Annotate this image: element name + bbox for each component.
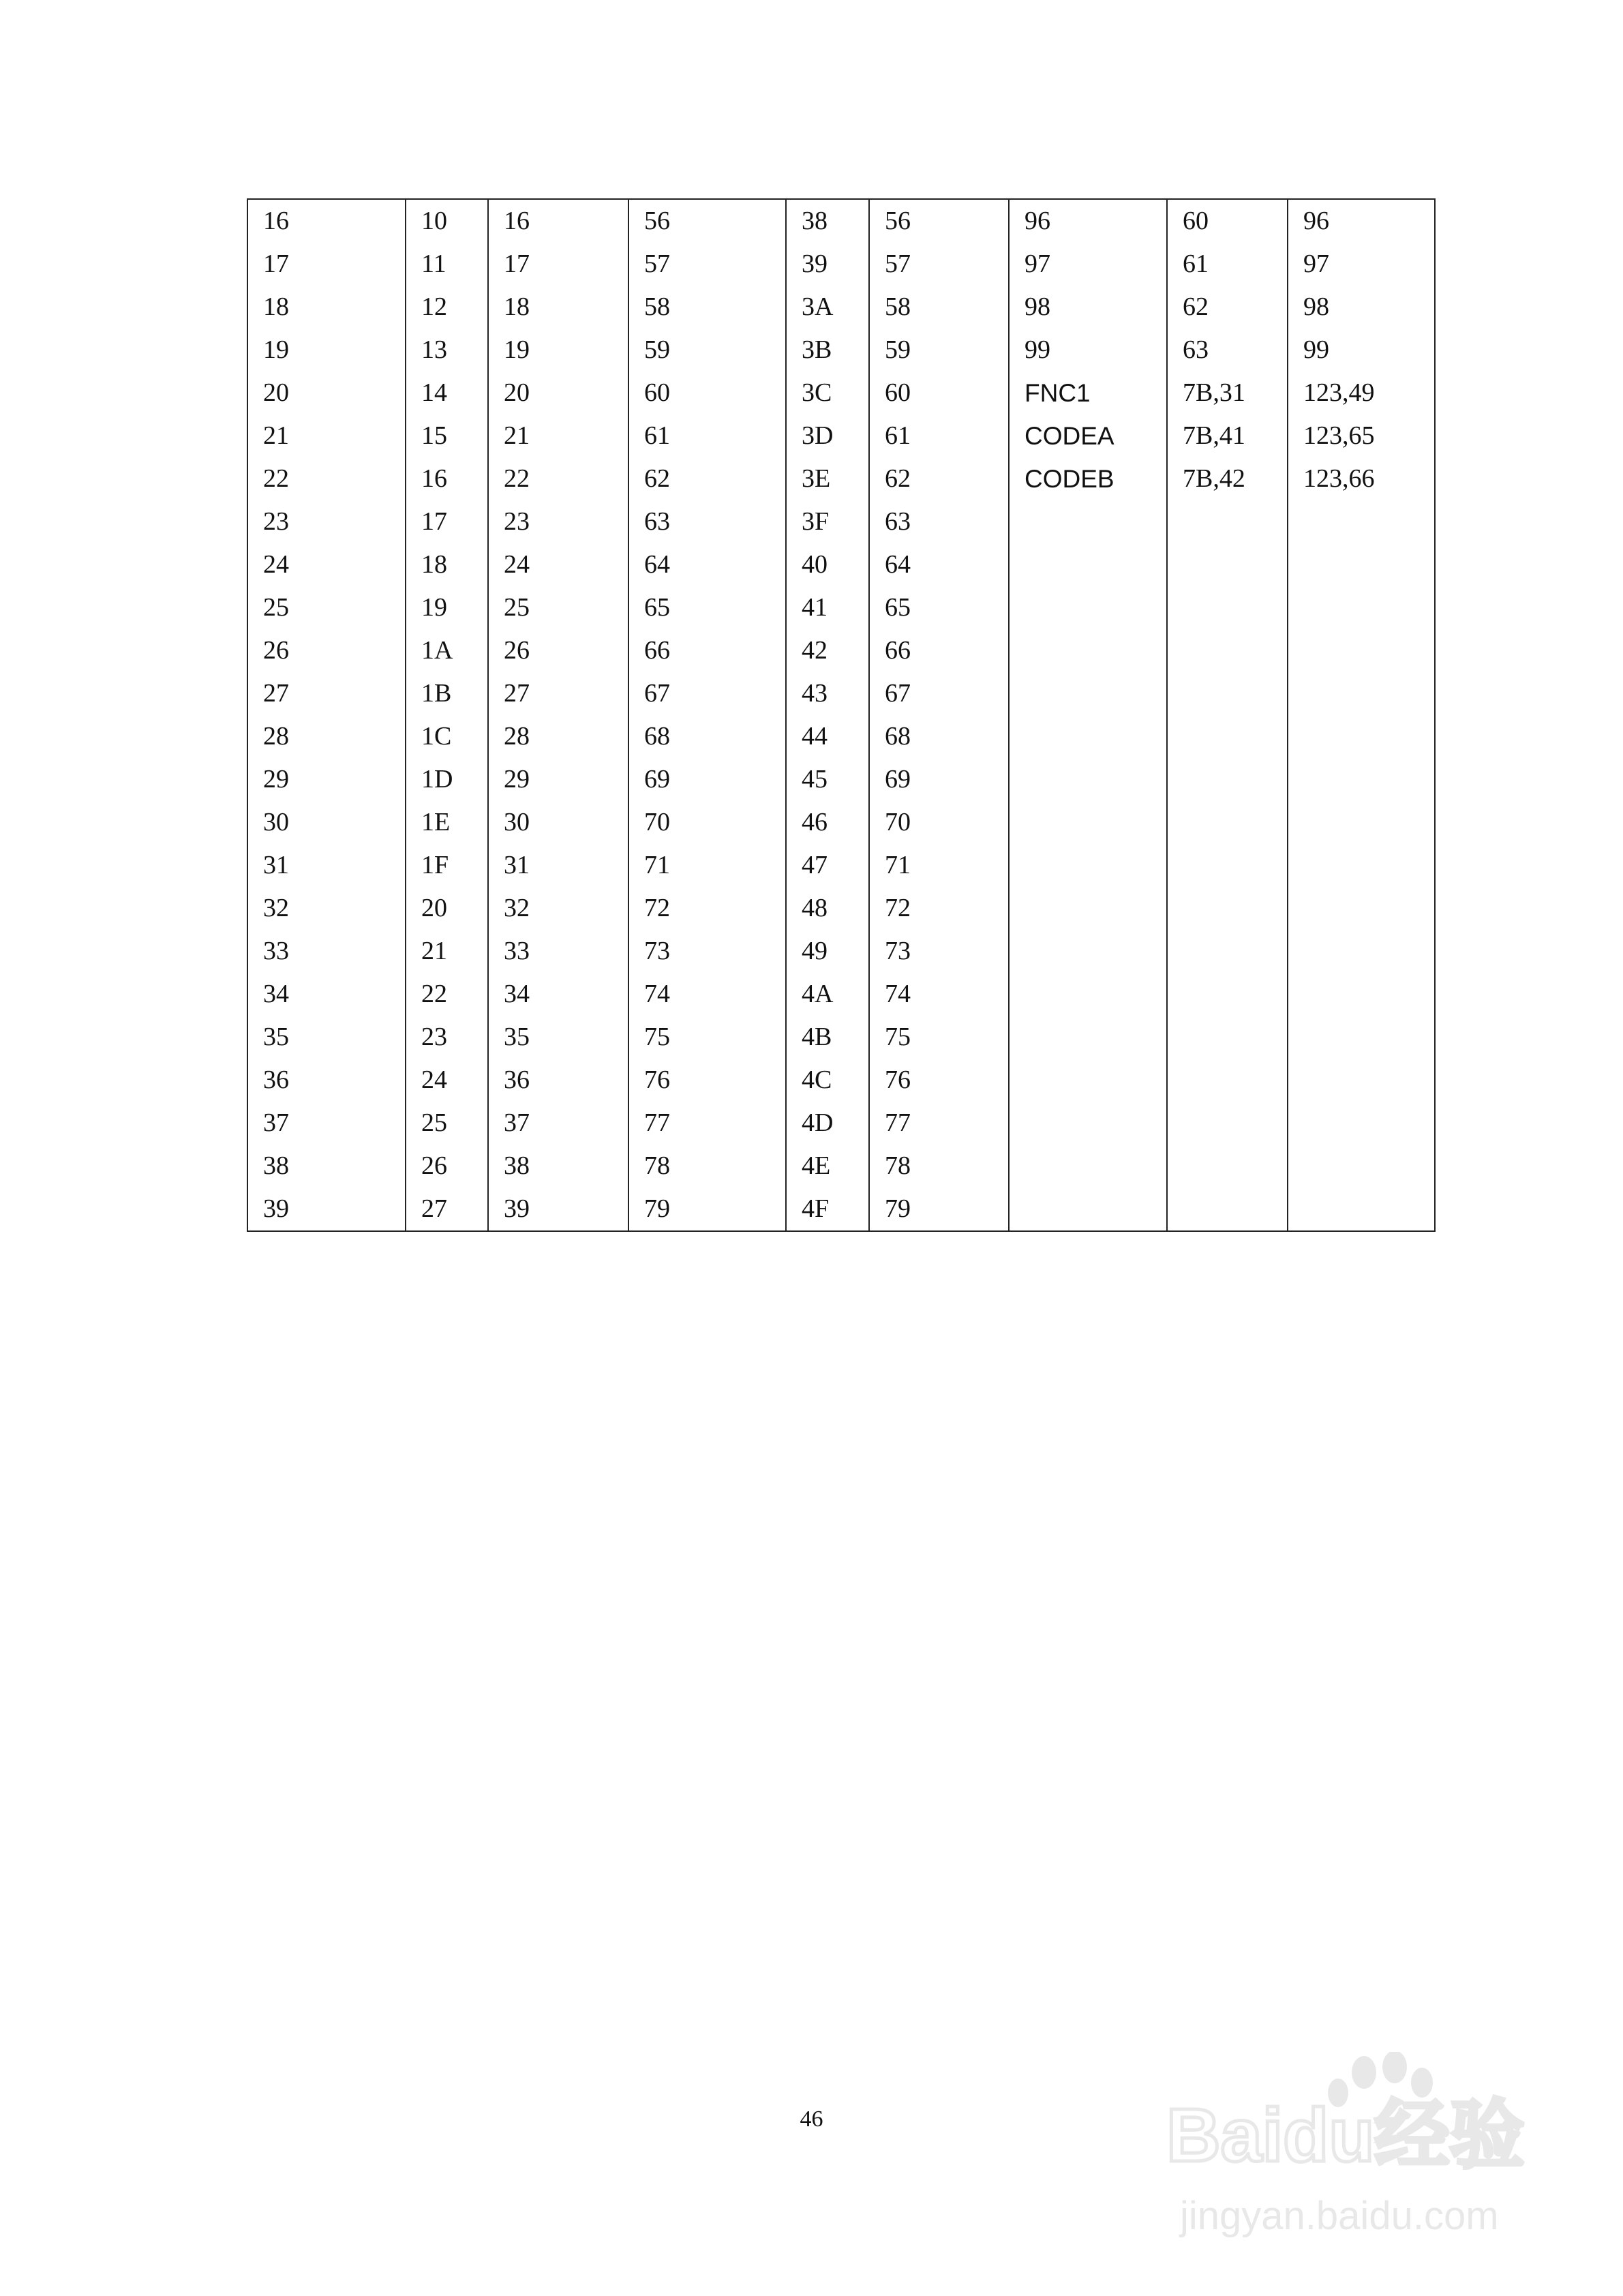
table-row: [247, 1016, 1435, 1059]
table-body: [247, 199, 1435, 1231]
table-cell: 70: [628, 801, 786, 844]
table-cell: 23: [406, 1016, 488, 1059]
table-cell: 44: [786, 715, 869, 758]
table-cell: 78: [628, 1145, 786, 1188]
table-cell: 39: [247, 1188, 406, 1231]
table-cell: 75: [869, 1016, 1009, 1059]
table-cell: 28: [488, 715, 628, 758]
table-cell: 42: [786, 629, 869, 672]
table-cell: 63: [628, 500, 786, 543]
table-cell: [1288, 1188, 1435, 1231]
table-cell: [1288, 1145, 1435, 1188]
table-cell: [1288, 500, 1435, 543]
table-cell: 21: [406, 930, 488, 973]
table-cell: [1167, 930, 1288, 973]
table-cell: 3A: [786, 286, 869, 329]
table-cell: 26: [488, 629, 628, 672]
table-cell: 57: [628, 243, 786, 286]
table-cell: 19: [406, 586, 488, 629]
table-cell: 28: [247, 715, 406, 758]
table-cell: [1009, 758, 1167, 801]
table-cell: 66: [869, 629, 1009, 672]
table-cell: 73: [628, 930, 786, 973]
table-cell: [1288, 801, 1435, 844]
table-cell: [1009, 1059, 1167, 1102]
table-cell: 10: [406, 199, 488, 243]
table-cell: [1288, 758, 1435, 801]
table-cell: 12: [406, 286, 488, 329]
table-cell: 57: [869, 243, 1009, 286]
table-cell: 61: [869, 414, 1009, 457]
table-cell: 24: [488, 543, 628, 586]
table-cell: 71: [628, 844, 786, 887]
table-cell: 22: [247, 457, 406, 500]
table-cell: 20: [247, 372, 406, 414]
table-cell: 74: [869, 973, 1009, 1016]
table-cell: 60: [869, 372, 1009, 414]
table-cell: 62: [1167, 286, 1288, 329]
table-cell: 64: [869, 543, 1009, 586]
table-cell: 14: [406, 372, 488, 414]
table-row: [247, 1059, 1435, 1102]
table-cell: 21: [247, 414, 406, 457]
table-cell: 36: [247, 1059, 406, 1102]
table-cell: 76: [869, 1059, 1009, 1102]
table-cell: 77: [869, 1102, 1009, 1145]
table-row: [247, 586, 1435, 629]
table-cell: CODEA: [1009, 414, 1167, 457]
table-cell: [1288, 930, 1435, 973]
table-cell: 75: [628, 1016, 786, 1059]
table-cell: 23: [488, 500, 628, 543]
table-cell: 19: [488, 329, 628, 372]
table-cell: [1167, 500, 1288, 543]
table-cell: [1009, 844, 1167, 887]
table-cell: 123,65: [1288, 414, 1435, 457]
table-cell: 66: [628, 629, 786, 672]
table-cell: [1009, 930, 1167, 973]
table-cell: 20: [406, 887, 488, 930]
table-cell: [1167, 1059, 1288, 1102]
table-cell: 29: [488, 758, 628, 801]
table-cell: 63: [1167, 329, 1288, 372]
table-cell: 16: [406, 457, 488, 500]
page-number: 46: [800, 2106, 823, 2132]
table-cell: 13: [406, 329, 488, 372]
table-cell: 34: [247, 973, 406, 1016]
table-cell: 1B: [406, 672, 488, 715]
table-cell: 29: [247, 758, 406, 801]
table-cell: 79: [628, 1188, 786, 1231]
table-cell: 97: [1009, 243, 1167, 286]
table-cell: 32: [488, 887, 628, 930]
table-cell: [1009, 973, 1167, 1016]
baidu-jingyan-watermark: [1159, 2052, 1541, 2256]
table-cell: 25: [406, 1102, 488, 1145]
table-row: [247, 844, 1435, 887]
table-cell: [1288, 887, 1435, 930]
table-cell: 1C: [406, 715, 488, 758]
table-cell: 58: [628, 286, 786, 329]
table-cell: 40: [786, 543, 869, 586]
table-cell: 23: [247, 500, 406, 543]
table-cell: 22: [488, 457, 628, 500]
table-cell: [1167, 672, 1288, 715]
table-cell: [1009, 801, 1167, 844]
table-cell: [1009, 629, 1167, 672]
table-cell: 68: [869, 715, 1009, 758]
table-cell: 70: [869, 801, 1009, 844]
table-cell: 123,49: [1288, 372, 1435, 414]
table-cell: 20: [488, 372, 628, 414]
table-row: [247, 243, 1435, 286]
table-row: [247, 286, 1435, 329]
table-cell: 99: [1009, 329, 1167, 372]
table-cell: 4C: [786, 1059, 869, 1102]
table-cell: 17: [406, 500, 488, 543]
table-row: [247, 543, 1435, 586]
table-cell: 38: [247, 1145, 406, 1188]
table-cell: 76: [628, 1059, 786, 1102]
table-cell: 15: [406, 414, 488, 457]
table-cell: 69: [869, 758, 1009, 801]
table-cell: 4D: [786, 1102, 869, 1145]
table-cell: [1288, 543, 1435, 586]
table-cell: 30: [247, 801, 406, 844]
table-cell: 69: [628, 758, 786, 801]
table-row: [247, 372, 1435, 414]
table-cell: 35: [247, 1016, 406, 1059]
table-row: [247, 801, 1435, 844]
table-cell: [1009, 1102, 1167, 1145]
table-cell: [1288, 715, 1435, 758]
table-cell: 27: [488, 672, 628, 715]
table-cell: 58: [869, 286, 1009, 329]
table-cell: 37: [247, 1102, 406, 1145]
table-cell: 68: [628, 715, 786, 758]
table-cell: [1167, 801, 1288, 844]
table-cell: [1009, 715, 1167, 758]
table-cell: [1288, 672, 1435, 715]
table-cell: 16: [488, 199, 628, 243]
table-cell: 26: [247, 629, 406, 672]
table-cell: 3C: [786, 372, 869, 414]
table-cell: [1288, 629, 1435, 672]
table-cell: [1009, 672, 1167, 715]
table-cell: 26: [406, 1145, 488, 1188]
table-cell: [1288, 1102, 1435, 1145]
table-cell: [1167, 887, 1288, 930]
table-cell: 27: [247, 672, 406, 715]
table-cell: 33: [488, 930, 628, 973]
table-cell: 22: [406, 973, 488, 1016]
table-cell: 67: [869, 672, 1009, 715]
table-cell: 61: [1167, 243, 1288, 286]
table-cell: 36: [488, 1059, 628, 1102]
table-cell: 99: [1288, 329, 1435, 372]
table-row: [247, 329, 1435, 372]
table-cell: 25: [488, 586, 628, 629]
table-row: [247, 1188, 1435, 1231]
table-cell: 65: [628, 586, 786, 629]
table-row: [247, 1145, 1435, 1188]
table-cell: [1167, 1016, 1288, 1059]
table-cell: 11: [406, 243, 488, 286]
table-cell: 49: [786, 930, 869, 973]
watermark-url: jingyan.baidu.com: [1180, 2194, 1499, 2238]
watermark-brand: Baidu经验: [1166, 2094, 1525, 2177]
table-cell: 56: [628, 199, 786, 243]
table-row: [247, 715, 1435, 758]
table-cell: [1167, 543, 1288, 586]
code-conversion-table: [247, 198, 1436, 1232]
table-cell: 18: [488, 286, 628, 329]
table-cell: [1288, 1016, 1435, 1059]
table-cell: 17: [247, 243, 406, 286]
table-cell: FNC1: [1009, 372, 1167, 414]
table-cell: 7B,42: [1167, 457, 1288, 500]
table-cell: 74: [628, 973, 786, 1016]
table-cell: 19: [247, 329, 406, 372]
table-cell: CODEB: [1009, 457, 1167, 500]
table-cell: 59: [628, 329, 786, 372]
table-cell: 56: [869, 199, 1009, 243]
table-cell: 32: [247, 887, 406, 930]
table-cell: 59: [869, 329, 1009, 372]
table-cell: 3F: [786, 500, 869, 543]
table-cell: 98: [1288, 286, 1435, 329]
table-cell: 17: [488, 243, 628, 286]
table-cell: [1167, 844, 1288, 887]
table-cell: 31: [247, 844, 406, 887]
table-cell: 1D: [406, 758, 488, 801]
table-cell: 33: [247, 930, 406, 973]
table-cell: 3E: [786, 457, 869, 500]
table-cell: 25: [247, 586, 406, 629]
table-cell: 4A: [786, 973, 869, 1016]
table-cell: 98: [1009, 286, 1167, 329]
table-cell: [1009, 1145, 1167, 1188]
table-cell: 97: [1288, 243, 1435, 286]
table-cell: [1009, 1016, 1167, 1059]
table-cell: 24: [247, 543, 406, 586]
table-cell: 3B: [786, 329, 869, 372]
table-cell: [1009, 1188, 1167, 1231]
table-row: [247, 672, 1435, 715]
table-cell: 65: [869, 586, 1009, 629]
table-cell: [1288, 973, 1435, 1016]
table-cell: 41: [786, 586, 869, 629]
table-cell: 34: [488, 973, 628, 1016]
table-cell: 21: [488, 414, 628, 457]
table-cell: [1167, 973, 1288, 1016]
table-cell: 78: [869, 1145, 1009, 1188]
table-cell: 71: [869, 844, 1009, 887]
table-cell: [1167, 586, 1288, 629]
table-cell: 27: [406, 1188, 488, 1231]
table-cell: 62: [628, 457, 786, 500]
table-cell: 1F: [406, 844, 488, 887]
table-row: [247, 973, 1435, 1016]
table-cell: 63: [869, 500, 1009, 543]
table-cell: [1288, 586, 1435, 629]
table-row: [247, 457, 1435, 500]
table-cell: [1167, 715, 1288, 758]
table-cell: 48: [786, 887, 869, 930]
table-row: [247, 1102, 1435, 1145]
table-cell: 4F: [786, 1188, 869, 1231]
table-cell: 18: [247, 286, 406, 329]
table-cell: 39: [786, 243, 869, 286]
table-cell: [1167, 1102, 1288, 1145]
table-cell: 30: [488, 801, 628, 844]
table-cell: 7B,31: [1167, 372, 1288, 414]
table-cell: 46: [786, 801, 869, 844]
table-cell: 39: [488, 1188, 628, 1231]
table-cell: 96: [1009, 199, 1167, 243]
table-cell: 4B: [786, 1016, 869, 1059]
table-cell: 72: [628, 887, 786, 930]
table-cell: 35: [488, 1016, 628, 1059]
table-cell: 45: [786, 758, 869, 801]
table-cell: [1167, 1188, 1288, 1231]
table-cell: 79: [869, 1188, 1009, 1231]
table-cell: 72: [869, 887, 1009, 930]
table-row: [247, 414, 1435, 457]
table-cell: 67: [628, 672, 786, 715]
table-cell: 24: [406, 1059, 488, 1102]
table-cell: [1009, 586, 1167, 629]
table-cell: 38: [488, 1145, 628, 1188]
table-cell: 16: [247, 199, 406, 243]
table-cell: 60: [628, 372, 786, 414]
table-cell: [1009, 887, 1167, 930]
table-cell: 43: [786, 672, 869, 715]
table-row: [247, 887, 1435, 930]
table-cell: 3D: [786, 414, 869, 457]
table-cell: 60: [1167, 199, 1288, 243]
table-cell: 1A: [406, 629, 488, 672]
table-cell: 4E: [786, 1145, 869, 1188]
table-cell: 64: [628, 543, 786, 586]
table-cell: 31: [488, 844, 628, 887]
table-row: [247, 199, 1435, 243]
table-cell: 37: [488, 1102, 628, 1145]
table-cell: 62: [869, 457, 1009, 500]
table-cell: [1009, 543, 1167, 586]
table-cell: 123,66: [1288, 457, 1435, 500]
table-cell: 77: [628, 1102, 786, 1145]
table-cell: 38: [786, 199, 869, 243]
table-row: [247, 629, 1435, 672]
table-cell: [1167, 629, 1288, 672]
table-cell: 73: [869, 930, 1009, 973]
table-cell: 1E: [406, 801, 488, 844]
table-row: [247, 500, 1435, 543]
table-cell: 18: [406, 543, 488, 586]
table-cell: [1167, 1145, 1288, 1188]
table-cell: [1167, 758, 1288, 801]
table-cell: [1009, 500, 1167, 543]
table-cell: [1288, 844, 1435, 887]
table-cell: 47: [786, 844, 869, 887]
table-cell: 61: [628, 414, 786, 457]
table-row: [247, 930, 1435, 973]
table-row: [247, 758, 1435, 801]
table-cell: 7B,41: [1167, 414, 1288, 457]
table-cell: [1288, 1059, 1435, 1102]
table-cell: 96: [1288, 199, 1435, 243]
